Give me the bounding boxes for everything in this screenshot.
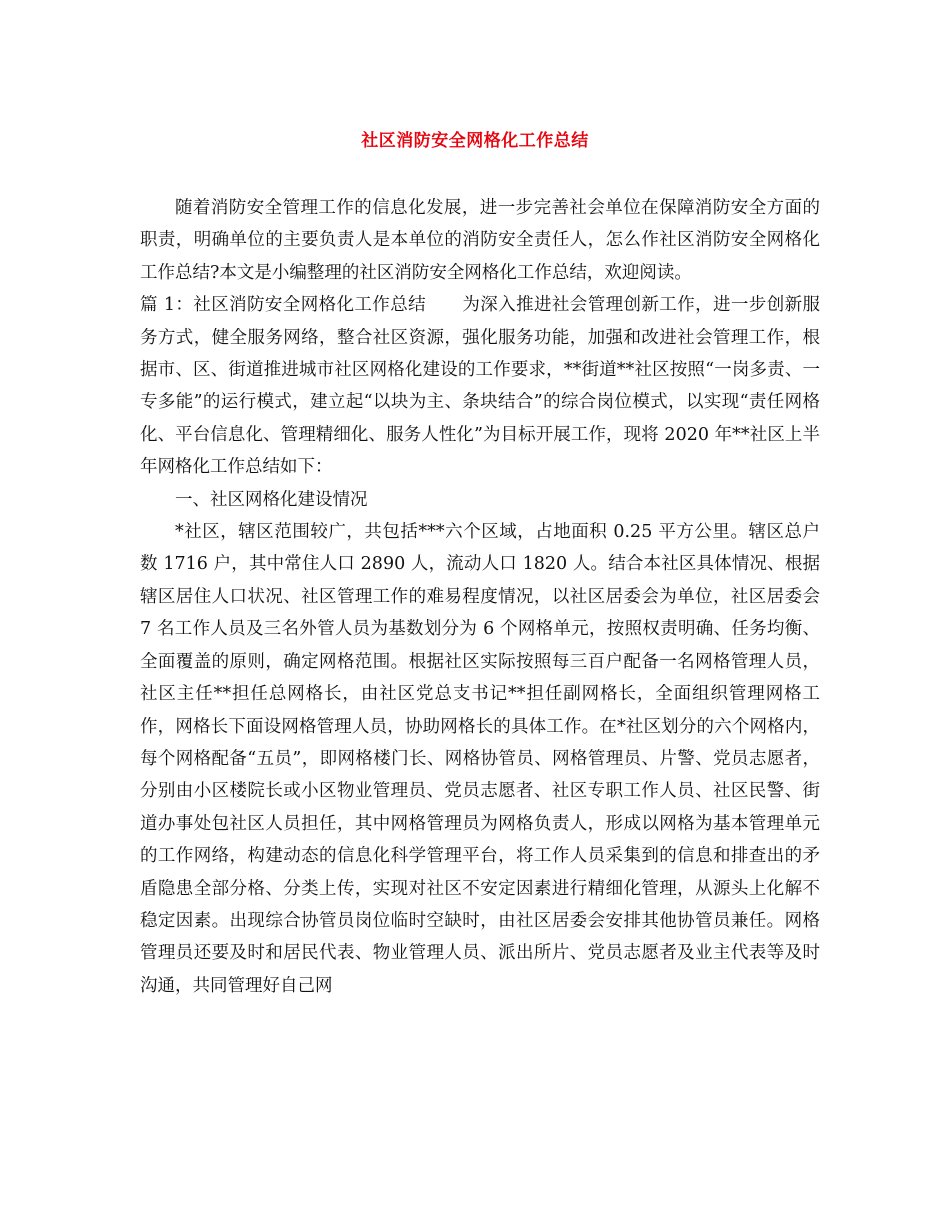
document-body <box>140 192 820 1002</box>
section-body: *社区，辖区范围较广，共包括***六个区域，占地面积 0.25 平方公里。辖区总户数 1716 户，其中常住人口 2890 人，流动人口 1820 人。结合本社区具体情况、根据辖区居住人口状况、社区管理工作的难易程度情况，以社区居委会为单位，社区居委会 7 名工作人员及三名外管人员为基数划分为 6 个网格单元，按照权责明确、任务均衡、全面覆盖的原则，确定网格范围。根据社区实际按照每三百户配备一名网格管理人员，社区主任**担任总网格长，由社区党总支书记**担任副网格长，全面组织管理网格工作，网格长下面设网格管理人员，协助网格长的具体工作。在*社区划分的六个网格内，每个网格配备“五员”，即网格楼门长、网格协管员、网格管理员、片警、党员志愿者，分别由小区楼院长或小区物业管理员、党员志愿者、社区专职工作人员、社区民警、街道办事处包社区人员担任，其中网格管理员为网格负责人，形成以网格为基本管理单元的工作网络，构建动态的信息化科学管理平台，将工作人员采集到的信息和排查出的矛盾隐患全部分格、分类上传，实现对社区不安定因素进行精细化管理，从源头上化解不稳定因素。出现综合协管员岗位临时空缺时，由社区居委会安排其他协管员兼任。网格管理员还要及时和居民代表、物业管理人员、派出所片、党员志愿者及业主代表等及时沟通，共同管理好自己网 <box>140 522 820 996</box>
section-heading: 一、社区网格化建设情况 <box>175 489 368 510</box>
article-label: 篇 1：社区消防安全网格化工作总结 <box>140 295 426 316</box>
intro-paragraph: 随着消防安全管理工作的信息化发展，进一步完善社会单位在保障消防安全方面的职责，明确单位的主要负责人是本单位的消防安全责任人，怎么作社区消防安全网格化工作总结?本文是小编整理的社区消防安全网格化工作总结，欢迎阅读。 <box>140 198 820 283</box>
article-lead: 为深入推进社会管理创新工作，进一步创新服务方式，健全服务网络，整合社区资源，强化服务功能，加强和改进社会管理工作，根据市、区、街道推进城市社区网格化建设的工作要求，**街道**社区按照“一岗多责、一专多能”的运行模式，建立起“以块为主、条块结合”的综合岗位模式，以实现“责任网格化、平台信息化、管理精细化、服务人性化”为目标开展工作，现将 2020 年**社区上半年网格化工作总结如下： <box>140 295 820 478</box>
document-title: 社区消防安全网格化工作总结 <box>361 131 589 151</box>
article-paragraph <box>140 289 820 483</box>
